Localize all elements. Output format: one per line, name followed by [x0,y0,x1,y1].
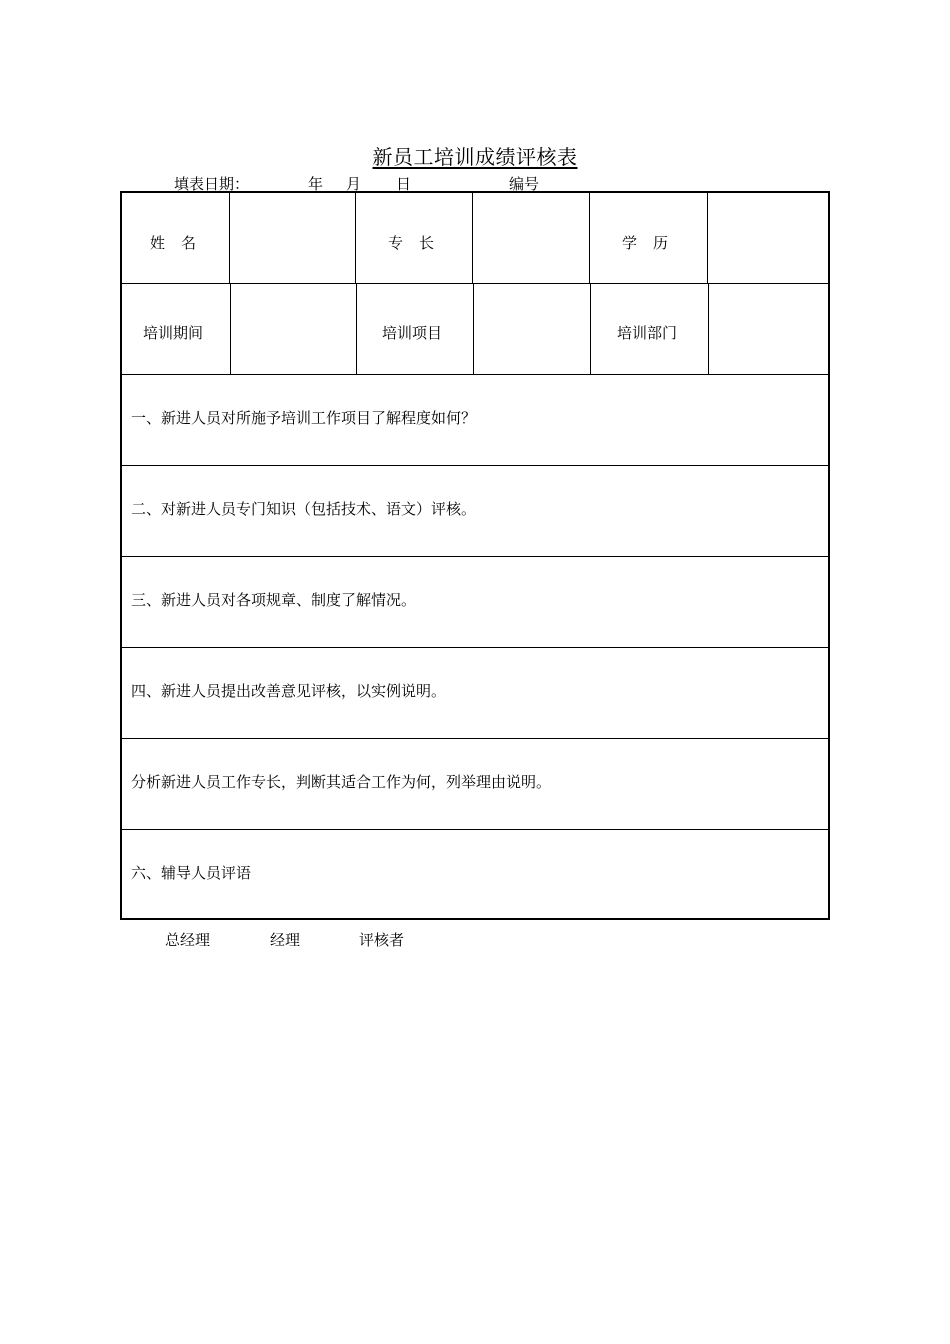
day-label: 日 [396,175,412,193]
question-improvement: 四、新进人员提出改善意见评核，以实例说明。 [131,682,447,700]
name-label: 姓名 [150,234,213,252]
specialty-value-cell[interactable] [473,193,589,283]
row-divider [122,738,828,739]
question-mentor-comments: 六、辅导人员评语 [131,864,252,882]
education-label: 学历 [622,234,685,252]
month-label: 月 [346,175,362,193]
column-divider [355,193,356,283]
education-value-cell[interactable] [708,193,830,283]
training-department-label: 培训部门 [617,324,678,342]
training-period-value-cell[interactable] [231,284,356,374]
column-divider [356,283,357,374]
column-divider [589,193,590,283]
row-divider [122,556,828,557]
training-project-label: 培训项目 [382,324,443,342]
row-divider [122,647,828,648]
manager-signature-label: 经理 [270,931,301,949]
general-manager-signature-label: 总经理 [165,931,211,949]
reviewer-signature-label: 评核者 [359,931,405,949]
specialty-label: 专长 [388,234,451,252]
name-value-cell[interactable] [230,193,355,283]
question-specialty-analysis: 分析新进人员工作专长，判断其适合工作为何，列举理由说明。 [131,773,552,791]
fill-date-label: 填表日期： [174,175,250,193]
training-period-label: 培训期间 [143,324,204,342]
question-rules: 三、新进人员对各项规章、制度了解情况。 [131,591,417,609]
year-label: 年 [308,175,324,193]
evaluation-table [120,191,830,920]
column-divider [590,283,591,374]
row-divider [122,374,828,375]
question-understanding: 一、新进人员对所施予培训工作项目了解程度如何？ [131,409,477,427]
training-department-value-cell[interactable] [709,284,830,374]
row-divider [122,465,828,466]
number-label: 编号 [509,175,540,193]
row-divider [122,829,828,830]
training-project-value-cell[interactable] [474,284,590,374]
question-knowledge: 二、对新进人员专门知识（包括技术、语文）评核。 [131,500,477,518]
form-title: 新员工培训成绩评核表 [372,145,578,169]
